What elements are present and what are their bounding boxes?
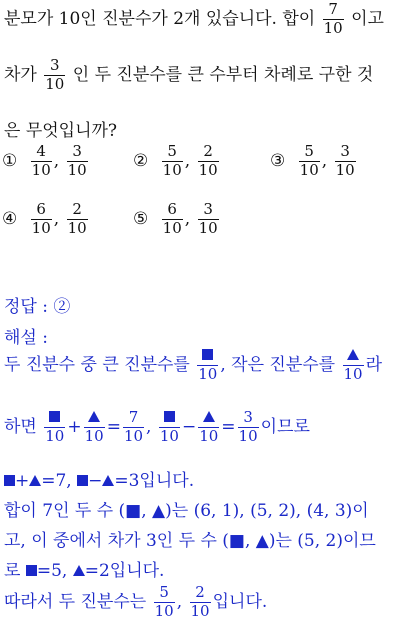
question-text: 은 무엇입니까? xyxy=(4,121,118,141)
question-text: 이고 xyxy=(351,8,384,29)
fraction-difference: $\frac{3}{10}$ xyxy=(45,56,65,93)
option-fraction: $\frac{5}{10}$ xyxy=(162,142,182,179)
square-icon xyxy=(4,475,15,486)
option-number: ③ xyxy=(270,150,286,171)
option-number: ④ xyxy=(2,208,18,229)
explanation-line-7: 따라서 두 진분수는 $\frac{5}{10}$ , $\frac{2}{10}$ 입니다. xyxy=(4,583,268,620)
explanation-line-1: 두 진분수 중 큰 진분수를 10 , 작은 진분수를 10 라 xyxy=(4,348,398,383)
triangle-fraction: 10 xyxy=(84,410,105,445)
option-number: ① xyxy=(2,150,18,171)
fraction-difference: $\frac{3}{10}$ xyxy=(238,408,258,445)
triangle-icon xyxy=(347,349,359,360)
square-icon xyxy=(77,475,88,486)
option-fraction: $\frac{2}{10}$ xyxy=(67,200,87,237)
square-fraction: 10 xyxy=(197,348,218,383)
option-fraction: $\frac{4}{10}$ xyxy=(31,142,51,179)
option-number: ② xyxy=(133,150,149,171)
option-fraction: $\frac{5}{10}$ xyxy=(299,142,319,179)
question-line-1 xyxy=(4,2,398,37)
fraction-sum: $\frac{7}{10}$ xyxy=(323,0,343,37)
triangle-icon xyxy=(73,565,85,576)
question-line-2 xyxy=(4,58,398,93)
explanation-line-5: 고, 이 중에서 차가 3인 두 수 (■, ▲)는 (5, 2)이므 xyxy=(4,531,376,551)
question-text: 차가 xyxy=(4,64,37,85)
answer-line xyxy=(4,292,398,317)
option-1[interactable]: ① $\frac{4}{10}$ , $\frac{3}{10}$ xyxy=(2,142,87,179)
option-fraction: $\frac{6}{10}$ xyxy=(31,200,51,237)
square-icon xyxy=(164,411,175,422)
explanation-line-2: 하면 10 + 10 = $\frac{7}{10}$ , 10 − 10 = $\frac{3}{10}$ 이므로 xyxy=(4,408,310,445)
triangle-icon xyxy=(29,475,41,486)
triangle-icon xyxy=(88,411,100,422)
answer-label: 정답 : xyxy=(4,297,48,317)
square-icon xyxy=(202,349,213,360)
option-3[interactable]: ③ $\frac{5}{10}$ , $\frac{3}{10}$ xyxy=(270,142,355,179)
option-5[interactable]: ⑤ $\frac{6}{10}$ , $\frac{3}{10}$ xyxy=(133,200,218,237)
explanation-line-4: 합이 7인 두 수 (■, ▲)는 (6, 1), (5, 2), (4, 3)이 xyxy=(4,501,369,521)
triangle-fraction: 10 xyxy=(343,348,364,383)
option-fraction: $\frac{2}{10}$ xyxy=(198,142,218,179)
option-fraction: $\frac{3}{10}$ xyxy=(67,142,87,179)
answer-value: ② xyxy=(53,297,71,317)
explanation-line-3: + =7, − =3입니다. xyxy=(4,466,398,491)
triangle-fraction: 10 xyxy=(198,410,219,445)
option-4[interactable]: ④ $\frac{6}{10}$ , $\frac{2}{10}$ xyxy=(2,200,87,237)
square-fraction: 10 xyxy=(44,410,65,445)
explanation-line-6: 로 =5, =2입니다. xyxy=(4,561,165,581)
square-icon xyxy=(26,565,37,576)
square-fraction: 10 xyxy=(159,410,180,445)
fraction-sum: $\frac{7}{10}$ xyxy=(123,408,144,445)
triangle-icon xyxy=(102,475,114,486)
option-fraction: $\frac{3}{10}$ xyxy=(335,142,355,179)
question-line-3 xyxy=(4,116,398,141)
triangle-icon xyxy=(203,411,215,422)
option-fraction: $\frac{3}{10}$ xyxy=(198,200,218,237)
question-text: 인 두 진분수를 큰 수부터 차례로 구한 것 xyxy=(72,64,374,85)
result-fraction: $\frac{2}{10}$ xyxy=(190,583,210,620)
square-icon xyxy=(49,411,60,422)
option-number: ⑤ xyxy=(133,208,149,229)
option-fraction: $\frac{6}{10}$ xyxy=(162,200,182,237)
explanation-label: 해설 : xyxy=(4,328,48,348)
option-2[interactable]: ② $\frac{5}{10}$ , $\frac{2}{10}$ xyxy=(133,142,218,179)
result-fraction: $\frac{5}{10}$ xyxy=(154,583,174,620)
question-text: 분모가 10인 진분수가 2개 있습니다. 합이 xyxy=(4,8,316,29)
